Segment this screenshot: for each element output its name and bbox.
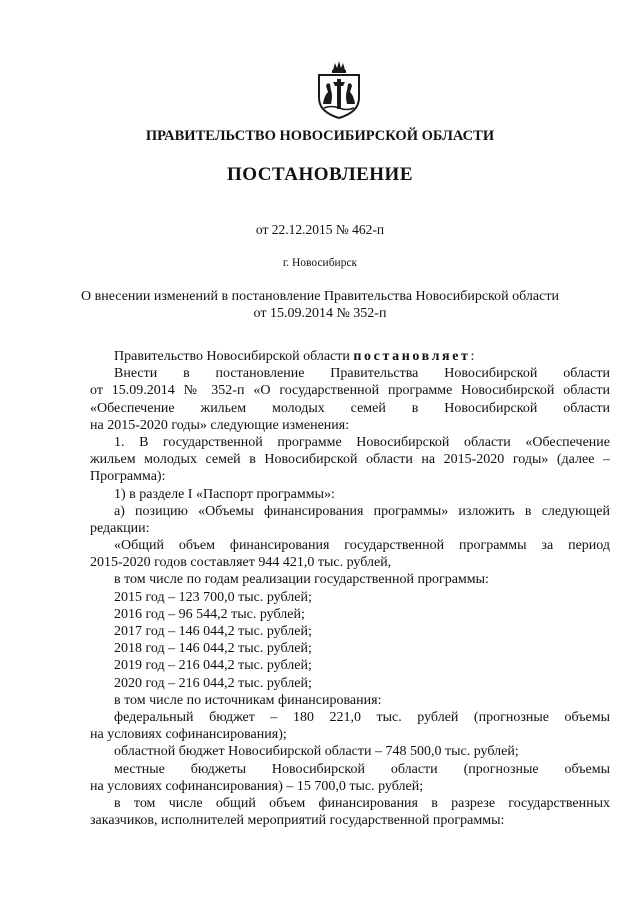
funding-year-line: 2017 год – 146 044,2 тыс. рублей; [114, 624, 312, 639]
subject-line-2: от 15.09.2014 № 352-п [253, 306, 387, 321]
intro-paragraph [90, 348, 610, 365]
body-line: в том числе по годам реализации государственной программы: [114, 572, 489, 588]
document-type-title: ПОСТАНОВЛЕНИЕ [226, 164, 414, 185]
funding-year-line: 2020 год – 216 044,2 тыс. рублей; [114, 675, 312, 691]
subject-line-1: О внесении изменений в постановление Правительства Новосибирской области [81, 289, 559, 304]
body-line: областной бюджет Новосибирской области – 748 500,0 тыс. рублей; [114, 744, 519, 760]
body-line: Программа): [90, 469, 166, 485]
body-line: Внести в постановление Правительства Новосибирской области [114, 366, 610, 382]
funding-year-line: 2018 год – 146 044,2 тыс. рублей; [114, 641, 312, 657]
document-date-number: от 22.12.2015 № 462-п [255, 222, 385, 237]
body-line: 2015-2020 годов составляет 944 421,0 тыс. рублей, [90, 555, 392, 571]
body-line: на условиях софинансирования) – 15 700,0 тыс. рублей; [90, 778, 424, 794]
body-line: а) позицию «Объемы финансирования программы» изложить в следующей [114, 503, 610, 519]
funding-year-line: 2016 год – 96 544,2 тыс. рублей; [114, 606, 305, 622]
body-line: от 15.09.2014 № 352-п «О государственной программе Новосибирской области [90, 383, 610, 399]
document-body [90, 348, 610, 829]
funding-year-line: 2015 год – 123 700,0 тыс. рублей; [114, 589, 312, 605]
body-line: заказчиков, исполнителей мероприятий государственной программы: [90, 813, 505, 829]
body-line: 1) в разделе I «Паспорт программы»: [114, 486, 335, 502]
body-line: в том числе общий объем финансирования в разрезе государственных [114, 795, 610, 811]
body-line: «Обеспечение жильем молодых семей в Новосибирской области [90, 400, 610, 416]
coat-of-arms-emblem [316, 60, 362, 120]
intro-colon: : [470, 349, 475, 364]
body-line: 1. В государственной программе Новосибирской области «Обеспечение [114, 434, 610, 450]
body-line: в том числе по источникам финансирования: [114, 692, 382, 708]
intro-text: Правительство Новосибирской области [114, 349, 354, 364]
intro-decree-word: постановляет [353, 349, 471, 364]
document-subject [0, 288, 640, 322]
body-line: на 2015-2020 годы» следующие изменения: [90, 417, 350, 433]
body-line: «Общий объем финансирования государственной программы за период [114, 538, 610, 554]
body-line: жильем молодых семей в Новосибирской области на 2015-2020 годы» (далее – [90, 452, 610, 468]
body-line: редакции: [90, 520, 150, 536]
body-line: федеральный бюджет – 180 221,0 тыс. рублей (прогнозные объемы [114, 709, 610, 725]
document-city: г. Новосибирск [282, 257, 358, 269]
government-title: ПРАВИТЕЛЬСТВО НОВОСИБИРСКОЙ ОБЛАСТИ [145, 128, 495, 144]
body-line: местные бюджеты Новосибирской области (прогнозные объемы [114, 761, 610, 777]
body-line: на условиях софинансирования); [90, 727, 287, 743]
funding-year-line: 2019 год – 216 044,2 тыс. рублей; [114, 658, 312, 674]
